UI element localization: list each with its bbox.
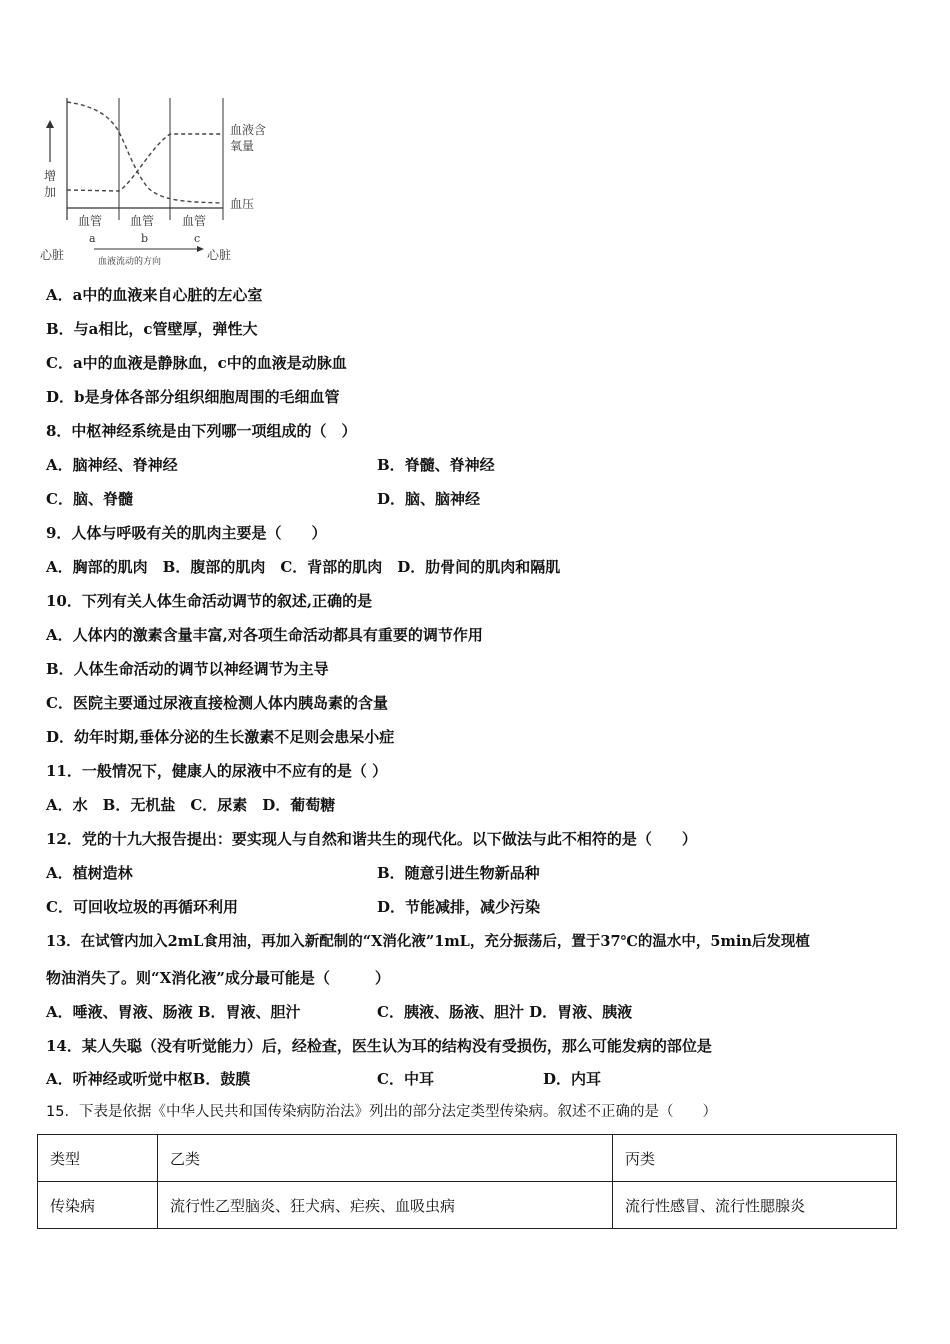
vessel-label-a: 血管 [78,214,103,228]
arrow-head-icon [46,120,54,128]
q14-option-d: D．内耳 [543,1070,602,1088]
q12-option-b: B．随意引进生物新品种 [377,864,540,882]
q8-stem: 8．中枢神经系统是由下列哪一项组成的（ ） [46,422,357,440]
q13-options-cd: C．胰液、肠液、胆汁 D．胃液、胰液 [377,1003,633,1021]
q9-stem: 9．人体与呼吸有关的肌肉主要是（ ） [46,524,327,542]
ylabel-char-1: 增 [44,169,57,183]
table-cell: 丙类 [613,1135,897,1182]
table-cell: 流行性感冒、流行性腮腺炎 [613,1182,897,1229]
q12-option-c: C．可回收垃圾的再循环利用 [46,898,238,916]
letter-b: b [141,232,149,245]
disease-table [37,1134,897,1229]
q12-option-d: D．节能减排，减少污染 [377,898,541,916]
q13-stem-line2: 物油消失了。则“X消化液”成分最可能是（ ） [46,969,390,987]
q8-option-c: C．脑、脊髓 [46,490,133,508]
blood-vessel-figure [40,92,280,272]
q7-option-b: B．与a相比，c管壁厚，弹性大 [46,320,258,338]
q7-option-d: D．b是身体各部分组织细胞周围的毛细血管 [46,388,340,406]
q7-option-a: A．a中的血液来自心脏的左心室 [46,286,263,304]
oxygen-curve [67,134,223,191]
q11-options: A．水 B．无机盐 C．尿素 D．葡萄糖 [46,796,336,814]
q10-option-d: D．幼年时期,垂体分泌的生长激素不足则会患呆小症 [46,728,395,746]
q14-options-ab: A．听神经或听觉中枢B．鼓膜 [46,1070,251,1088]
vessel-label-c: 血管 [182,214,207,228]
letter-c: c [194,232,201,245]
table-cell: 流行性乙型脑炎、狂犬病、疟疾、血吸虫病 [158,1182,613,1229]
oxygen-label-2: 氧量 [230,139,255,153]
table-header-row [38,1135,897,1182]
q8-option-d: D．脑、脑神经 [377,490,481,508]
letter-a: a [89,232,96,245]
q10-option-a: A．人体内的激素含量丰富,对各项生命活动都具有重要的调节作用 [46,626,483,644]
q15-stem: 15．下表是依据《中华人民共和国传染病防治法》列出的部分法定类型传染病。叙述不正确的是（ ） [46,1104,717,1120]
q12-stem: 12．党的十九大报告提出：要实现人与自然和谐共生的现代化。以下做法与此不相符的是（ ） [46,830,697,848]
q11-stem: 11．一般情况下，健康人的尿液中不应有的是（ ） [46,762,388,780]
q8-option-a: A．脑神经、脊神经 [46,456,178,474]
heart-right-label: 心脏 [207,248,232,262]
q13-stem-line1: 13．在试管内加入2mL食用油，再加入新配制的“X消化液”1mL，充分振荡后，置于37℃的温水中，5min后发现植 [46,933,810,950]
vessel-label-b: 血管 [130,214,155,228]
table-cell: 传染病 [38,1182,158,1229]
flow-arrow-head-icon [197,246,204,252]
q9-options: A．胸部的肌肉 B．腹部的肌肉 C．背部的肌肉 D．肋骨间的肌肉和隔肌 [46,558,561,576]
q12-option-a: A．植树造林 [46,864,133,882]
oxygen-label-1: 血液含 [230,123,267,137]
q7-option-c: C．a中的血液是静脉血，c中的血液是动脉血 [46,354,347,372]
ylabel-char-2: 加 [44,185,57,199]
q10-option-b: B．人体生命活动的调节以神经调节为主导 [46,660,329,678]
pressure-curve [67,102,223,203]
q14-option-c: C．中耳 [377,1070,434,1088]
q10-stem: 10．下列有关人体生命活动调节的叙述,正确的是 [46,592,373,610]
q8-option-b: B．脊髓、脊神经 [377,456,495,474]
table-cell: 类型 [38,1135,158,1182]
flow-label: 血液流动的方向 [98,257,162,267]
table-cell: 乙类 [158,1135,613,1182]
table-row [38,1182,897,1229]
q13-options-ab: A．唾液、胃液、肠液 B．胃液、胆汁 [46,1003,301,1021]
q10-option-c: C．医院主要通过尿液直接检测人体内胰岛素的含量 [46,694,388,712]
heart-left-label: 心脏 [40,248,65,262]
pressure-label: 血压 [230,197,255,211]
q14-stem: 14．某人失聪（没有听觉能力）后，经检查，医生认为耳的结构没有受损伤，那么可能发病的部位是 [46,1037,712,1055]
